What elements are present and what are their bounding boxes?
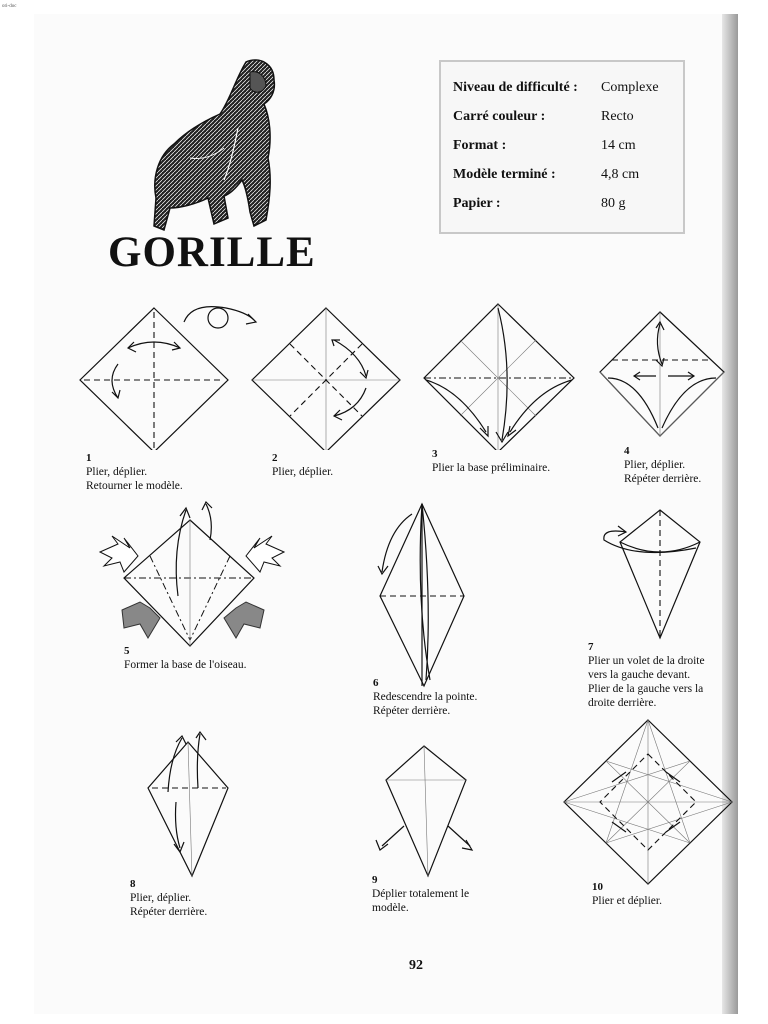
info-label: Niveau de difficulté : (453, 80, 578, 95)
step-text: Répéter derrière. (130, 906, 208, 918)
step-text: Répéter derrière. (373, 705, 451, 717)
corner-mark: ori-doc (2, 4, 17, 9)
step-text: Plier un volet de la droite (588, 655, 705, 667)
model-info-box (439, 60, 685, 234)
step-text: Plier la base préliminaire. (432, 462, 551, 474)
step-7-diagram (596, 506, 716, 646)
step-number: 7 (588, 641, 594, 653)
step-6-diagram (368, 500, 478, 690)
step-3-diagram (420, 300, 580, 450)
step-text: modèle. (372, 902, 409, 914)
step-text: vers la gauche devant. (588, 669, 691, 681)
step-2-caption (272, 451, 333, 479)
info-row-format (453, 138, 683, 160)
step-number: 2 (272, 452, 278, 464)
step-1-diagram (76, 300, 276, 450)
info-value: Recto (601, 109, 634, 124)
step-5-diagram (94, 500, 294, 652)
step-text: Répéter derrière. (624, 473, 702, 485)
info-row-paper (453, 196, 683, 218)
step-9-caption (372, 873, 469, 915)
info-row-difficulty (453, 80, 683, 102)
info-row-finished-size (453, 167, 683, 189)
step-number: 10 (592, 881, 603, 893)
step-number: 1 (86, 452, 92, 464)
step-number: 8 (130, 878, 136, 890)
step-4-diagram (598, 308, 732, 442)
step-4-caption (624, 444, 701, 486)
step-3-caption (432, 447, 550, 475)
step-6-caption (373, 676, 477, 718)
gorilla-illustration (150, 48, 290, 238)
step-1-caption (86, 451, 183, 493)
step-9-diagram (372, 740, 482, 880)
step-text: Retourner le modèle. (86, 480, 183, 492)
step-text: Plier, déplier. (272, 466, 334, 478)
info-label: Papier : (453, 196, 501, 211)
step-2-diagram (250, 300, 410, 450)
info-label: Modèle terminé : (453, 167, 556, 182)
step-8-diagram (138, 728, 242, 882)
step-text: Plier et déplier. (592, 895, 662, 907)
step-10-diagram (560, 716, 736, 886)
step-8-caption (130, 877, 207, 919)
step-number: 3 (432, 448, 438, 460)
step-text: Plier, déplier. (624, 459, 686, 471)
step-text: Déplier totalement le (372, 888, 470, 900)
step-text: Former la base de l'oiseau. (124, 659, 247, 671)
step-text: Plier, déplier. (86, 466, 148, 478)
step-number: 9 (372, 874, 378, 886)
info-value: 80 g (601, 196, 626, 211)
step-text: Redescendre la pointe. (373, 691, 478, 703)
step-5-caption (124, 644, 246, 672)
page-number: 92 (409, 958, 423, 973)
step-10-caption (592, 880, 662, 908)
step-7-caption (588, 640, 705, 710)
info-value: 14 cm (601, 138, 636, 153)
step-text: Plier, déplier. (130, 892, 192, 904)
step-number: 6 (373, 677, 379, 689)
step-text: droite derrière. (588, 697, 657, 709)
info-label: Format : (453, 138, 507, 153)
info-value: 4,8 cm (601, 167, 640, 182)
page-title: GORILLE (108, 229, 316, 276)
info-row-color (453, 109, 683, 131)
info-value: Complexe (601, 80, 659, 95)
info-label: Carré couleur : (453, 109, 546, 124)
step-text: Plier de la gauche vers la (588, 683, 704, 695)
step-number: 4 (624, 445, 630, 457)
step-number: 5 (124, 645, 130, 657)
